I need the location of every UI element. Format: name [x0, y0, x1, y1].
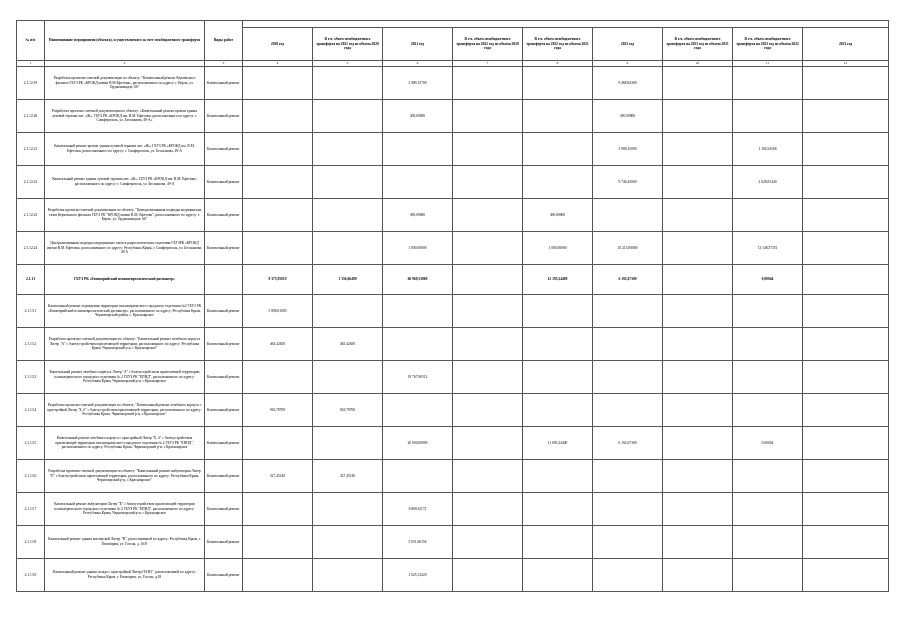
value-2021-inc-2020 — [453, 361, 523, 394]
value-2020-inc-2021 — [313, 100, 383, 133]
value-2021-inc-2022: 1 000,00000 — [523, 232, 593, 265]
value-2022-inc-2023: 1 104,54568 — [733, 133, 803, 166]
row-name: Разработка проектно-сметной документации по объекту: «Капитальный ремонт кровли здания лучевой терапии лит. «Ж», ГБУЗ РК «КРОКД им. В.М. Ефетова» расположенного по адресу: г. Симферополь, ул. Бесшанова, 49-А» — [45, 100, 205, 133]
value-2021-inc-2022 — [523, 493, 593, 526]
row-work-type: Капитальный ремонт — [205, 493, 243, 526]
value-2021: 6 869,61172 — [383, 493, 453, 526]
table-row — [17, 394, 889, 427]
header-2022: 2022 год — [593, 28, 663, 61]
row-name: Капитальный ремонт лечебного корпуса Литер "А" с благоустройством прилегающей территории психиатрического городского отделения № 2 ГБУЗ РК "ЕПНД", расположенного по адресу: Республика Крым, Черноморский р-н, с.Красноярское — [45, 361, 205, 394]
value-2021: 1 000,00000 — [383, 232, 453, 265]
row-name: Разработка проектно-сметной документации по объекту: "Централизованная подводка медицинских газов Керченского филиала ГБУЗ РК "КРОКД имени В.М. Ефетова", расположенного по адресу: г. Керчь, ул. Орджоникидзе, 66" — [45, 199, 205, 232]
value-2020: 465,42650 — [243, 328, 313, 361]
value-2022-inc-2021 — [663, 328, 733, 361]
table-row — [17, 67, 889, 100]
value-2021-inc-2020 — [453, 133, 523, 166]
value-2020-inc-2021: 465,42650 — [313, 328, 383, 361]
table-row — [17, 460, 889, 493]
value-2022-inc-2021 — [663, 526, 733, 559]
value-2022-inc-2021 — [663, 493, 733, 526]
column-number: 10 — [663, 61, 733, 67]
value-2020-inc-2021 — [313, 559, 383, 592]
column-number: 1 — [17, 61, 45, 67]
value-2022-inc-2023 — [733, 67, 803, 100]
value-2023 — [803, 460, 889, 493]
value-2021: 19 767,90512 — [383, 361, 453, 394]
table-body — [17, 67, 889, 592]
value-2021: 5 051,60156 — [383, 526, 453, 559]
row-number: 2.1.13.6 — [17, 460, 45, 493]
column-number: 5 — [313, 61, 383, 67]
value-2022 — [593, 559, 663, 592]
row-name: Капитальный ремонт амбулатории Литер "Е" с благоустройством прилегающей территории психиатрического городского отделения № 2 ГБУЗ РК "ЕПНД", расположенного по адресу: Республика Крым, Черноморский р-н, с.Красноярское — [45, 493, 205, 526]
value-2023 — [803, 526, 889, 559]
header-2021-inc-2022: В т.ч. объем межбюджетного трансферта на 2022 год из объема 2021 года — [523, 28, 593, 61]
value-2023 — [803, 295, 889, 328]
value-2020: 8 373,95010 — [243, 265, 313, 295]
value-2021-inc-2020 — [453, 295, 523, 328]
value-2022 — [593, 394, 663, 427]
value-2021-inc-2022 — [523, 559, 593, 592]
value-2022-inc-2023 — [733, 361, 803, 394]
row-name: Разработка проектно-сметной документации по объекту: "Капитальный ремонт лечебного корпуса с пристройкой Литер "Б, б" с благоустройством прилегающей территории, расположенного по адресу: Республика Крым, Черноморский р-н, с.Красноярское" — [45, 394, 205, 427]
row-name: Капитальный ремонт лечебного корпуса с пристройкой Литер "Б, б" с благоустройством прилегающей территории психиатрического городского отделения № 2 ГБУЗ РК "ЕПНД", расположенного по адресу: Республика Крым, Черноморский р-н, с.Красноярское — [45, 427, 205, 460]
value-2022 — [593, 295, 663, 328]
header-2020: 2020 год — [243, 28, 313, 61]
row-work-type — [205, 265, 243, 295]
row-work-type: Капитальный ремонт — [205, 166, 243, 199]
table-row — [17, 232, 889, 265]
value-2022 — [593, 328, 663, 361]
row-name: Разработка проектно-сметной документации по объекту: "Капитальный ремонт лечебного корпуса Литер "А" с благоустройством прилегающей территории, расположенного по адресу: Республика Крым, Черноморский р-н, с.Красноярское" — [45, 328, 205, 361]
row-number: 2.1.12.22 — [17, 166, 45, 199]
value-2020: 327,45140 — [243, 460, 313, 493]
value-2021 — [383, 295, 453, 328]
value-2021 — [383, 328, 453, 361]
value-2022-inc-2023 — [733, 559, 803, 592]
value-2021-inc-2020 — [453, 232, 523, 265]
value-2022-inc-2021 — [663, 559, 733, 592]
row-name: Капитальный ремонт ограждения территории психиатрического городского отделения №2 ГБУЗ РК «Евпаторийский психоневрологический диспансер», расположенного по адресу: Республика Крым, Черноморский район, с. Красноярское — [45, 295, 205, 328]
value-2021-inc-2020 — [453, 460, 523, 493]
value-2021-inc-2022 — [523, 67, 593, 100]
column-number: 12 — [803, 61, 889, 67]
value-2021 — [383, 394, 453, 427]
value-2022-inc-2021 — [663, 166, 733, 199]
row-number: 2.1.12.19 — [17, 67, 45, 100]
value-2022-inc-2021 — [663, 460, 733, 493]
value-2021: 300,00000 — [383, 100, 453, 133]
value-2021: 1 025,13220 — [383, 559, 453, 592]
row-number: 2.1.13.5 — [17, 427, 45, 460]
row-work-type: Капитальный ремонт — [205, 133, 243, 166]
value-2020 — [243, 559, 313, 592]
value-2023 — [803, 166, 889, 199]
value-2021-inc-2020 — [453, 526, 523, 559]
value-2023 — [803, 559, 889, 592]
row-work-type: Капитальный ремонт — [205, 199, 243, 232]
value-2022-inc-2023 — [733, 328, 803, 361]
column-number: 6 — [383, 61, 453, 67]
value-2023 — [803, 394, 889, 427]
value-2021: 20 000,00000 — [383, 427, 453, 460]
value-2020-inc-2021 — [313, 526, 383, 559]
header-num: № п/п — [17, 21, 45, 61]
row-name: Капитальный ремонт здания склада с пристройкой Литера"Н-Н1", расположенной по адресу: Республика Крым, г. Евпатория, ул. Гоголя, д.18 — [45, 559, 205, 592]
value-2021-inc-2020 — [453, 328, 523, 361]
value-2021-inc-2022: 11 695,24400 — [523, 427, 593, 460]
value-2021-inc-2020 — [453, 427, 523, 460]
value-2020 — [243, 232, 313, 265]
row-number: 2.1.13.7 — [17, 493, 45, 526]
table-row — [17, 295, 889, 328]
column-number: 2 — [45, 61, 205, 67]
table-row — [17, 328, 889, 361]
value-2020-inc-2021 — [313, 427, 383, 460]
value-2021-inc-2020 — [453, 394, 523, 427]
value-2022: 6 192,67300 — [593, 265, 663, 295]
row-name: Разработка проектно-сметной документации по объекту: "Капитальный ремонт амбулатории Литер "Е" с благоустройством прилегающей территории, расположенного по адресу: Республика Крым, Черноморский р-н, с.Красноярское" — [45, 460, 205, 493]
value-2022: 9 746,45000 — [593, 166, 663, 199]
value-2020-inc-2021: 563,78700 — [313, 394, 383, 427]
value-2022-inc-2021 — [663, 265, 733, 295]
header-spacer-row — [17, 21, 889, 28]
value-2022-inc-2021 — [663, 100, 733, 133]
table-row — [17, 199, 889, 232]
table-row — [17, 526, 889, 559]
table-row — [17, 133, 889, 166]
value-2020-inc-2021: 1 356,66490 — [313, 265, 383, 295]
header-2022-inc-2021: В т.ч. объем межбюджетного трансферта на 2023 год из объема 2021 года — [663, 28, 733, 61]
value-2022 — [593, 493, 663, 526]
value-2021-inc-2022: 490,00000 — [523, 199, 593, 232]
value-2022 — [593, 199, 663, 232]
value-2020-inc-2021: 327,45140 — [313, 460, 383, 493]
value-2020 — [243, 493, 313, 526]
value-2020 — [243, 427, 313, 460]
value-2021-inc-2020 — [453, 67, 523, 100]
header-2021: 2021 год — [383, 28, 453, 61]
value-2021-inc-2022 — [523, 133, 593, 166]
row-number: 2.1.13.9 — [17, 559, 45, 592]
value-2020 — [243, 100, 313, 133]
value-2020-inc-2021 — [313, 295, 383, 328]
value-2021-inc-2020 — [453, 199, 523, 232]
value-2020 — [243, 133, 313, 166]
row-number: 2.1.13.2 — [17, 328, 45, 361]
value-2022-inc-2021 — [663, 199, 733, 232]
value-2022-inc-2023 — [733, 460, 803, 493]
row-work-type: Капитальный ремонт — [205, 328, 243, 361]
value-2021-inc-2022 — [523, 526, 593, 559]
value-2021-inc-2022 — [523, 394, 593, 427]
value-2021-inc-2020 — [453, 265, 523, 295]
row-work-type: Капитальный ремонт — [205, 526, 243, 559]
value-2020-inc-2021 — [313, 232, 383, 265]
column-number: 9 — [593, 61, 663, 67]
table-row — [17, 361, 889, 394]
value-2022 — [593, 460, 663, 493]
table-row — [17, 559, 889, 592]
row-number: 2.1.13.1 — [17, 295, 45, 328]
row-work-type: Капитальный ремонт — [205, 67, 243, 100]
row-name: Капитальный ремонт кровли здания лучевой терапии лит. «Ж», ГБУЗ РК «КРОКД им. В.М. Ефетова» расположенного по адресу: г. Симферополь, ул. Бесшанова, 49-А — [45, 133, 205, 166]
value-2022 — [593, 361, 663, 394]
value-2022-inc-2023 — [733, 394, 803, 427]
row-work-type: Капитальный ремонт — [205, 361, 243, 394]
row-work-type: Капитальный ремонт — [205, 427, 243, 460]
value-2023 — [803, 232, 889, 265]
table-row — [17, 100, 889, 133]
table-row — [17, 493, 889, 526]
value-2022-inc-2023: 0,00044 — [733, 265, 803, 295]
row-name: Централизованная подводка медицинских газов в радиологическом отделении ГБУЗРК «КРОКД имени В.М. Ефетова» расположенного по адресу: Республика Крым, г. Симферополь, ул. Бесшанова, 49 А — [45, 232, 205, 265]
row-number: 2.1.13 — [17, 265, 45, 295]
value-2021-inc-2022 — [523, 361, 593, 394]
value-2022-inc-2023: 0,00044 — [733, 427, 803, 460]
row-number: 2.1.12.20 — [17, 100, 45, 133]
value-2022-inc-2023 — [733, 199, 803, 232]
value-2023 — [803, 361, 889, 394]
header-2020-inc-2021: В т.ч. объем межбюджетного трансферта на 2021 год из объема 2020 года — [313, 28, 383, 61]
value-2023 — [803, 265, 889, 295]
table-row — [17, 166, 889, 199]
value-2021: 490,00000 — [383, 199, 453, 232]
row-work-type: Капитальный ремонт — [205, 460, 243, 493]
value-2023 — [803, 328, 889, 361]
value-2021-inc-2022: 12 195,24400 — [523, 265, 593, 295]
row-number: 2.1.12.21 — [17, 133, 45, 166]
value-2022-inc-2021 — [663, 361, 733, 394]
value-2022-inc-2021 — [663, 394, 733, 427]
value-2020: 5 808,01005 — [243, 295, 313, 328]
row-name: Капитальный ремонт здания лучевой терапии лит. «Ж», ГБУЗ РК «КРОКД им. В.М. Ефетова» расположенного по адресу: г. Симферополь, ул. Бесшанова, 49-А — [45, 166, 205, 199]
header-name: Наименование мероприятия (объекта), осуществляемого за счет межбюджетного трансферта — [45, 21, 205, 61]
header-2023: 2023 год — [803, 28, 889, 61]
value-2021-inc-2020 — [453, 166, 523, 199]
value-2020-inc-2021 — [313, 493, 383, 526]
value-2021-inc-2022 — [523, 166, 593, 199]
value-2021-inc-2020 — [453, 493, 523, 526]
value-2021-inc-2022 — [523, 460, 593, 493]
value-2021-inc-2020 — [453, 559, 523, 592]
table-row — [17, 427, 889, 460]
value-2020-inc-2021 — [313, 133, 383, 166]
value-2021-inc-2020 — [453, 100, 523, 133]
row-number: 2.1.13.4 — [17, 394, 45, 427]
row-work-type: Капитальный ремонт — [205, 295, 243, 328]
value-2022-inc-2021 — [663, 232, 733, 265]
row-number: 2.1.12.24 — [17, 232, 45, 265]
value-2022 — [593, 526, 663, 559]
value-2021 — [383, 133, 453, 166]
row-work-type: Капитальный ремонт — [205, 232, 243, 265]
value-2020-inc-2021 — [313, 199, 383, 232]
value-2023 — [803, 100, 889, 133]
row-work-type: Капитальный ремонт — [205, 100, 243, 133]
header-2022-inc-2023: В т.ч. объем межбюджетного трансферта на 2023 год из объема 2022 года — [733, 28, 803, 61]
value-2022: 9 468,84300 — [593, 67, 663, 100]
row-number: 2.1.13.3 — [17, 361, 45, 394]
value-2022-inc-2021 — [663, 133, 733, 166]
value-2022-inc-2023: 13 148,57351 — [733, 232, 803, 265]
value-2021-inc-2022 — [523, 295, 593, 328]
column-number: 8 — [523, 61, 593, 67]
value-2021 — [383, 460, 453, 493]
value-2020 — [243, 361, 313, 394]
value-2023 — [803, 493, 889, 526]
funding-table — [16, 20, 889, 592]
value-2020: 563,78700 — [243, 394, 313, 427]
value-2020-inc-2021 — [313, 166, 383, 199]
value-2022-inc-2021 — [663, 67, 733, 100]
value-2022-inc-2023 — [733, 526, 803, 559]
value-2022-inc-2023 — [733, 493, 803, 526]
value-2020-inc-2021 — [313, 361, 383, 394]
value-2021: 66 969,53069 — [383, 265, 453, 295]
value-2020 — [243, 199, 313, 232]
row-number: 2.1.12.23 — [17, 199, 45, 232]
header-work: Виды работ — [205, 21, 243, 61]
value-2022-inc-2021 — [663, 427, 733, 460]
header-spacer — [243, 21, 889, 28]
column-number: 4 — [243, 61, 313, 67]
value-2020 — [243, 526, 313, 559]
value-2022: 35 215,00000 — [593, 232, 663, 265]
column-number: 3 — [205, 61, 243, 67]
row-work-type: Капитальный ремонт — [205, 559, 243, 592]
column-number: 11 — [733, 61, 803, 67]
value-2022-inc-2021 — [663, 295, 733, 328]
value-2023 — [803, 133, 889, 166]
value-2022: 3 908,35000 — [593, 133, 663, 166]
value-2022-inc-2023: 2 628,81440 — [733, 166, 803, 199]
value-2023 — [803, 427, 889, 460]
value-2023 — [803, 67, 889, 100]
row-name: ГБУЗ РК «Евпаторийский психоневрологический диспансер» — [45, 265, 205, 295]
row-number: 2.1.13.8 — [17, 526, 45, 559]
value-2023 — [803, 199, 889, 232]
value-2021-inc-2022 — [523, 100, 593, 133]
value-2022-inc-2023 — [733, 100, 803, 133]
row-name: Разработка проектно-сметной документации по объекту: "Капитальный ремонт Керченского филиала ГБУЗ РК «КРОКД имени В.М.Ефетова», расположенного по адресу: г. Керчь, ул. Орджоникидзе, 66" — [45, 67, 205, 100]
value-2021-inc-2022 — [523, 328, 593, 361]
value-2020 — [243, 67, 313, 100]
value-2022-inc-2023 — [733, 295, 803, 328]
value-2022: 6 192,67300 — [593, 427, 663, 460]
value-2022: 390,00000 — [593, 100, 663, 133]
column-number: 7 — [453, 61, 523, 67]
section-row — [17, 265, 889, 295]
value-2021: 2 989,15700 — [383, 67, 453, 100]
row-name: Капитальный ремонт здания мастерской Литер "В", расположенной по адресу: Республика Крым, г. Евпатория, ул. Гоголя, д. 16/8 — [45, 526, 205, 559]
value-2020 — [243, 166, 313, 199]
value-2020-inc-2021 — [313, 67, 383, 100]
value-2021 — [383, 166, 453, 199]
row-work-type: Капитальный ремонт — [205, 394, 243, 427]
header-2021-inc-2020: В т.ч. объем межбюджетного трансферта на 2022 год из объема 2020 года — [453, 28, 523, 61]
